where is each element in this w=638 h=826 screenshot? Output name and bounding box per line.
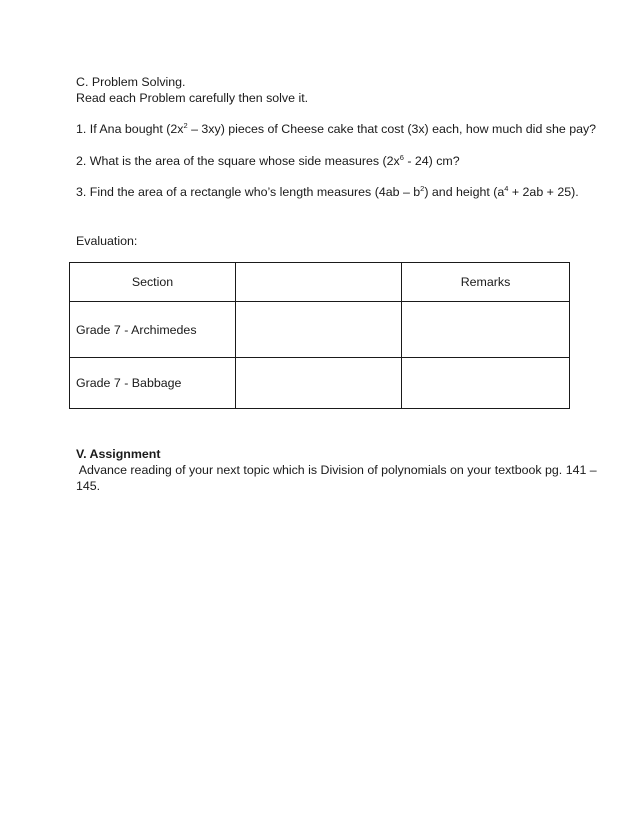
header-remarks: Remarks (402, 263, 570, 302)
problem-1: 1. If Ana bought $(2x^2 - 3xy)$ pieces of Cheese cake that cost (3x) each, how much did she pay? (76, 121, 597, 136)
row-section-cell: Grade 7 - Archimedes (70, 302, 236, 358)
row-remarks-cell (402, 358, 570, 409)
row-section-cell: Grade 7 - Babbage (70, 358, 236, 409)
header-blank (236, 263, 402, 302)
table-row (70, 358, 570, 409)
row-blank-cell (236, 302, 402, 358)
evaluation-label: Evaluation: (76, 234, 138, 248)
problem-2: 2. What is the area of the square whose side measures $(2x^6 - 24)$ cm? (76, 153, 460, 168)
row-blank-cell (236, 358, 402, 409)
evaluation-table (69, 262, 570, 409)
row-remarks-cell (402, 302, 570, 358)
assignment-text-line-1: Advance reading of your next topic which is Division of polynomials on your textbook pg. 141 – (76, 463, 597, 477)
section-c-heading: C. Problem Solving. (76, 75, 186, 89)
problem-3: 3. Find the area of a rectangle who’s length measures $(4ab - b^2)$ and height $(a^4 + 2ab + 25)$. (76, 184, 579, 199)
assignment-text-line-2: 145. (76, 479, 101, 493)
table-header-row (70, 263, 570, 302)
header-section: Section (70, 263, 236, 302)
table-row (70, 302, 570, 358)
assignment-heading: V. Assignment (76, 447, 161, 461)
section-c-instruction: Read each Problem carefully then solve it. (76, 91, 309, 105)
